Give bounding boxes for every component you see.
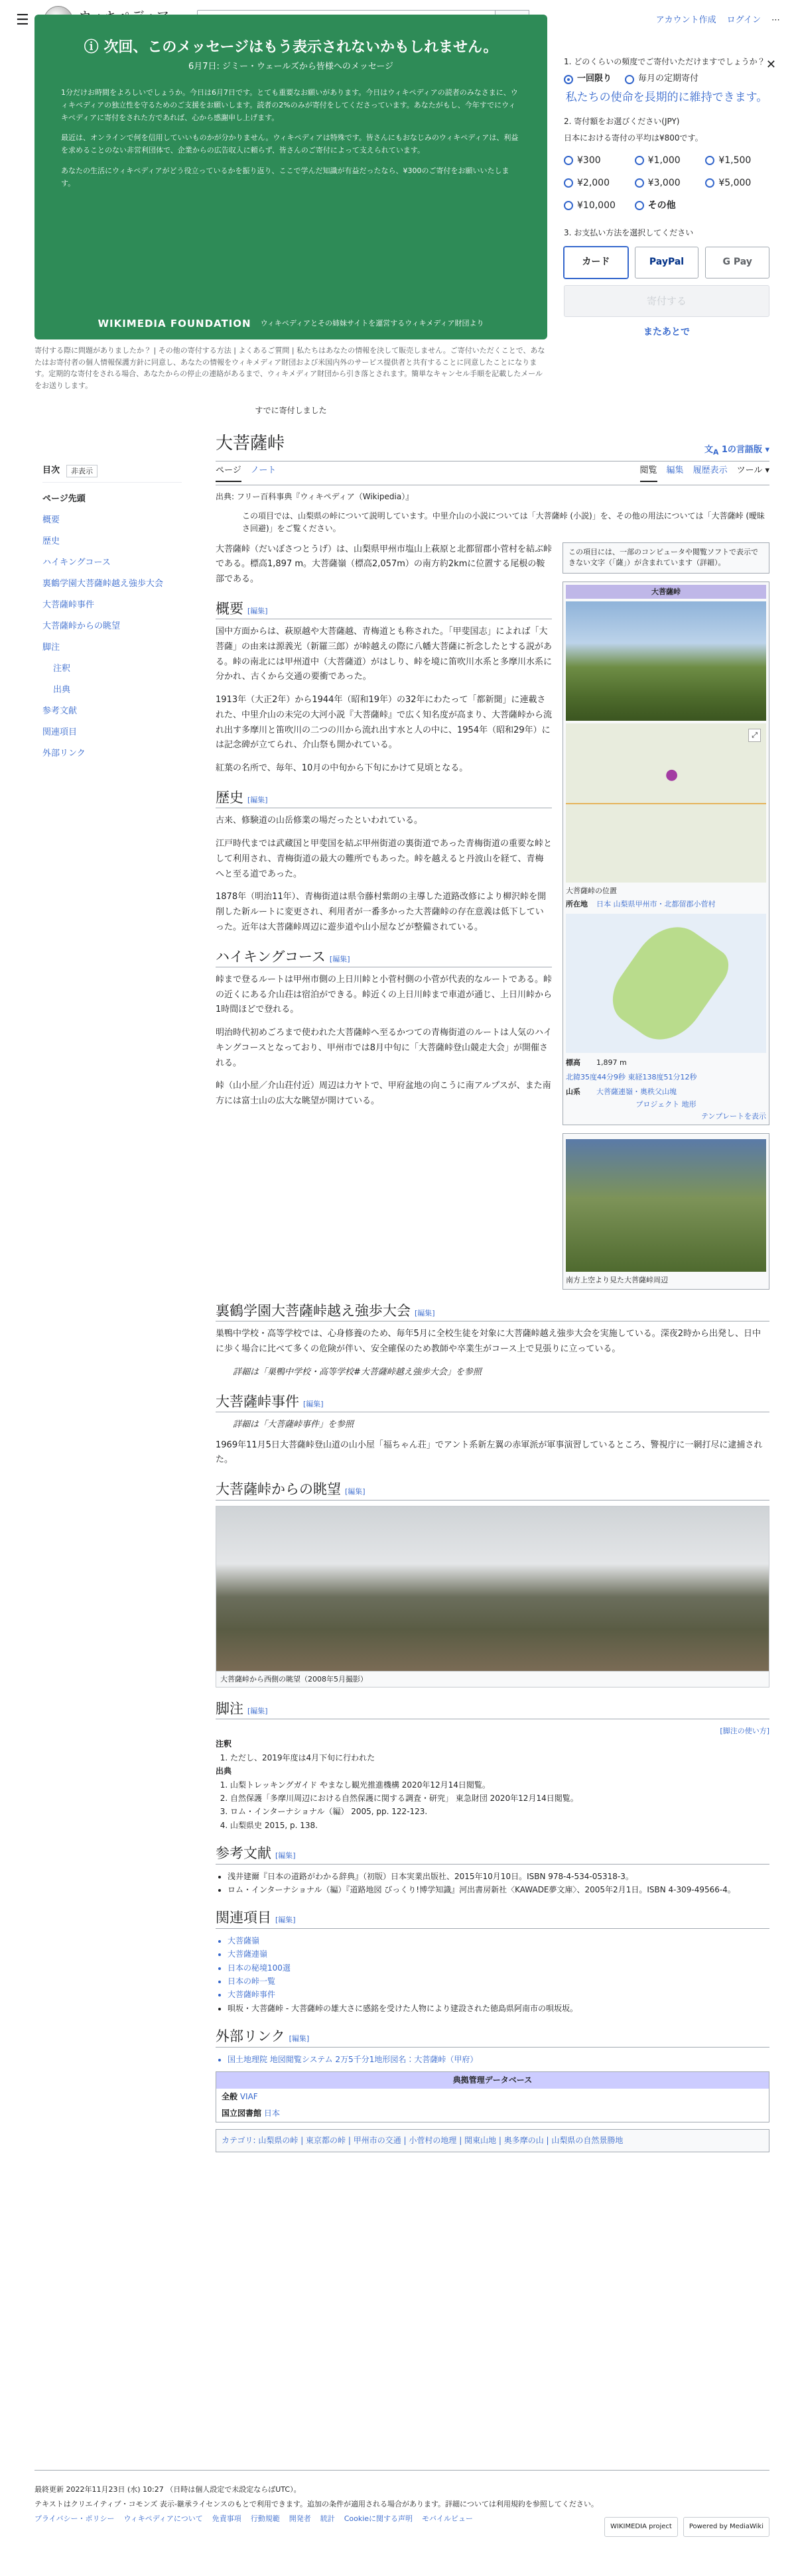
range-label: 山系 [566,1087,580,1096]
footnote-item: 1. ただし、2019年度は4月下旬に行われた [230,1751,769,1764]
paragraph: 紅葉の名所で、毎年、10月の中旬から下旬にかけて見頃となる。 [216,763,468,774]
related-link[interactable]: • 唄坂・大菩薩峠 - 大菩薩峠の雄大さに感銘を受けた人物により建設された徳島県阿南市の唄坂坂。 [228,2002,769,2015]
authority-control [216,2071,769,2122]
footer-link[interactable]: 免責事項 [212,2514,241,2523]
paragraph: 1913年（大正2年）から1944年（昭和19年）の32年にわたって「都新聞」に連載された、中里介山の未完の大河小説『大菩薩峠』で広く知名度が高まり、大菩薩峠から流れ出す多摩川と笛吹川の二つの川から流れ出す水と人の中に、1954年（昭和29年）には記念碑が立てられ、介山祭も開かれている。 [216,695,553,751]
toc-item[interactable]: 出典 [53,685,71,696]
main-article-note: 詳細は「大菩薩峠事件」を参照 [233,1419,354,1430]
external-link[interactable]: • 国土地理院 地図閲覧システム 2万5千分1地形図名：大菩薩峠（甲府） [228,2053,769,2066]
page-title [216,435,769,461]
tab-history[interactable]: 履歴表示 [693,465,728,476]
toc-title: 目次 [42,465,60,475]
gpay-payment-button[interactable]: G Pay [705,247,769,278]
related-link[interactable]: • 大菩薩嶺 [228,1934,769,1947]
banner-paragraph-1: 1分だけお時間をよろしいでしょうか。今日は6月7日です。とても重要なお願いがあります。今日はウィキペディアの読者のみなさまに、ウィキペディアの独立性を守るためのご支援をお願いします。読者の2%のみが寄付をしてくださっています。あなたがもし、今年すでにウィキペディアに寄付をされた方であれば、心から感謝申し上げます。 [61,88,518,122]
amount-option[interactable]: ¥1,000 [635,151,699,170]
page-footer [34,2470,769,2530]
panorama-caption: 大菩薩峠から西側の眺望（2008年5月撮影） [216,1672,769,1687]
edit-section-link[interactable]: [編集] [247,606,268,615]
paragraph: 江戸時代までは武蔵国と甲斐国を結ぶ甲州街道の裏街道であった青梅街道の重要な峠として利用され、青梅街道の最大の難所でもあった。峠を越えると丹波山を経て、青梅へと至る道であった。 [216,839,553,879]
template-link[interactable]: テンプレートを表示 [700,1111,766,1121]
paragraph: 1969年11月5日大菩薩峠登山道の山小屋「福ちゃん荘」でアント系新左翼の赤軍派が軍事演習しているところ、警視庁に一網打尽に逮捕された。 [216,1440,763,1465]
banner-headline-text: 次回、このメッセージはもう表示されないかもしれません。 [103,39,498,56]
fundraising-banner [34,15,547,339]
amount-option[interactable]: ¥5,000 [705,174,769,192]
amount-options [564,151,769,215]
mediawiki-badge[interactable]: Powered by MediaWiki [683,2517,769,2537]
notes-subheading: 注釈 [216,1739,232,1749]
section-heading: 大菩薩峠からの眺望 [編集] [216,1480,769,1500]
footer-link[interactable]: モバイルビュー [422,2514,474,2523]
payment-question: 3. お支払い方法を選択してください [564,228,694,238]
hatnote: この項目では、山梨県の峠について説明しています。中里介山の小説については「大菩薩峠 (小説)」を、その他の用法については「大菩薩峠 (曖昧さ回避)」をご覧ください。 [242,511,765,534]
monthly-radio[interactable] [625,72,698,86]
card-payment-button[interactable]: カード [564,247,628,278]
article-content [216,435,769,2152]
toc-item[interactable]: 外部リンク [42,749,86,759]
toc-item[interactable]: 大菩薩峠事件 [42,600,95,611]
footer-link[interactable]: Cookieに関する声明 [344,2514,413,2523]
sidebar-panel [563,542,769,1290]
section-heading: 歴史 [編集] [216,788,552,808]
article-body [216,542,552,1290]
toc-item[interactable]: 裏鶴学園大菩薩峠越え強歩大会 [42,579,164,589]
info-icon: ⓘ [84,39,104,56]
section-heading: 関連項目 [編集] [216,1908,769,1928]
page-tabs [216,461,769,485]
maybe-later-link[interactable]: またあとで [643,326,690,337]
once-radio[interactable] [564,72,612,86]
toc-item[interactable]: 脚注 [42,643,60,653]
infobox-title: 大菩薩峠 [566,585,766,599]
toc-item[interactable]: ページ先頭 [42,494,86,505]
donate-tagline: 私たちの使命を長期的に維持できます。 [565,90,768,104]
banner-headline [61,38,521,58]
authority-link[interactable]: 日本 [263,2108,280,2118]
section-heading: 大菩薩峠事件 [編集] [216,1392,769,1412]
japan-map[interactable] [566,914,766,1053]
notes-help-link[interactable]: [脚注の使い方] [720,1727,769,1736]
banner-paragraph-2: 最近は、オンラインで何を信用していいものかが分かりません。ウィキペディアは特殊です。皆さんにもおなじみのウィキペディアは、利益を求めることのない非営利団体で、企業からの広告収入に頼らず、皆さんのご寄付によって支えられています。 [61,133,519,155]
edit-section-link[interactable]: [編集] [289,2034,310,2044]
tab-page[interactable]: ページ [216,464,241,482]
paragraph: 峠（山小屋／介山荘付近）周辺は力ヤトで、甲府盆地の向こうに南アルプスが、また南方には富士山の広大な眺望が開けている。 [216,1081,551,1107]
amount-option[interactable]: ¥1,500 [705,151,769,170]
map-marker-icon: ● [665,767,679,784]
toc-item[interactable]: 関連項目 [42,727,78,738]
paragraph: 明治時代初めごろまで使われた大菩薩峠へ至るかつての青梅街道のルートは人気のハイキングコースとなっており、甲州市では8月中旬に「大菩薩峠登山競走大会」が開催される。 [216,1028,553,1068]
related-link[interactable]: • 大菩薩連嶺 [228,1947,769,1961]
edit-section-link[interactable]: [編集] [345,1487,365,1497]
toc-item[interactable]: 参考文献 [42,706,78,717]
reference-item: 4. 山梨県史 2015, p. 138. [230,1819,769,1832]
edit-section-link[interactable]: [編集] [275,1916,296,1925]
footer-link[interactable]: 統計 [320,2514,335,2523]
radio-selected-icon [564,75,573,84]
range-value[interactable]: 大菩薩連嶺・奥秩父山塊 [596,1087,677,1096]
lead-paragraph: 大菩薩峠（だいぼさつとうげ）は、山梨県甲州市塩山上萩原と北都留郡小菅村を結ぶ峠である。標高1,897 m。大菩薩嶺（標高2,057m）の南方約2kmに位置する尾根の鞍部である。 [216,544,553,585]
sources-subheading: 出典 [216,1766,232,1776]
elevation-label: 標高 [566,1058,580,1068]
table-of-contents [42,464,182,765]
map-caption: 大菩薩峠の位置 [566,887,617,896]
section-heading: ハイキングコース [編集] [216,948,552,967]
license-text: テキストはクリエイティブ・コモンズ 表示-継承ライセンスのもとで利用できます。追加の条件が適用される場合があります。詳細については利用規約を参照してください。 [34,2500,598,2508]
donation-form [564,56,776,339]
menu-icon[interactable]: ☰ [16,12,29,29]
wikimedia-badge[interactable]: WIKIMEDIA project [604,2517,678,2537]
article-body-lower [216,1302,769,2152]
footer-link[interactable]: ウィキペディアについて [123,2514,203,2523]
frequency-question: 1. どのくらいの頻度でご寄付いただけますでしょうか？ [564,57,765,66]
banner-footer [34,308,547,339]
paragraph: 古来、修験道の山岳修業の場だったといわれている。 [216,816,423,826]
authority-key: 全般 [222,2091,238,2101]
section-heading: 裏鶴学園大菩薩峠越え強歩大会 [編集] [216,1302,769,1321]
section-heading: 外部リンク [編集] [216,2027,769,2047]
tab-talk[interactable]: ノート [250,465,277,476]
section-heading: 概要 [編集] [216,599,552,619]
article-source: 出典: フリー百科事典『ウィキペディア（Wikipedia）』 [216,492,414,501]
paragraph: 1878年（明治11年）、青梅街道は県令藤村紫朗の主導した道路改修により柳沢峠を開削した新ルートに変更され、利用者が一番多かった大菩薩峠の存在意義は低下していった。近年は大菩薩峠周辺に遊歩道や山小屋などが整備されている。 [216,892,547,932]
reference-item: 2. 自然保護「多摩川周辺における自然保護に関する調査・研究」 東急財団 2020年12月14日閲覧。 [230,1792,769,1805]
toc-item[interactable]: 歴史 [42,536,60,547]
toc-item[interactable]: 概要 [42,515,60,526]
amount-option[interactable]: ¥10,000 [564,196,628,215]
thumb-figure [563,1133,769,1290]
edit-section-link[interactable]: [編集] [415,1308,435,1318]
edit-section-link[interactable]: [編集] [303,1399,324,1408]
edit-section-link[interactable]: [編集] [275,1851,296,1861]
wmf-logo: WIKIMEDIA FOUNDATION [98,317,251,330]
toc-hide-button[interactable]: 非表示 [66,465,98,478]
banner-paragraph-3: あなたの生活にウィキペディアがどう役立っているかを振り返り、ここで学んだ知識が有益だったなら、¥300のご寄付をお願いいたします。 [61,166,509,188]
edit-section-link[interactable]: [編集] [247,795,268,804]
create-account-link[interactable]: アカウント作成 [655,15,716,25]
project-link[interactable]: プロジェクト 地形 [635,1100,696,1109]
authority-title: 典拠管理データベース [216,2072,769,2089]
category-links[interactable]: カテゴリ: 山梨県の峠 | 東京都の峠 | 甲州市の交通 | 小菅村の地理 | 関東山地 | 奥多摩の山 | 山梨県の自然景勝地 [216,2129,769,2152]
edit-section-link[interactable]: [編集] [329,954,350,963]
amount-option[interactable]: ¥3,000 [635,174,699,192]
location-label: 所在地 [566,899,588,908]
paypal-payment-button[interactable]: PayPal [635,247,699,278]
related-link[interactable]: • 日本の峠一覧 [228,1975,769,1988]
monthly-label: 毎月の定期寄付 [638,74,699,84]
radio-icon [625,75,634,84]
main-article-note: 詳細は「巣鴨中学校・高等学校#大菩薩峠越え強歩大会」を参照 [233,1367,482,1377]
footer-link[interactable]: プライバシー・ポリシー [34,2514,115,2523]
language-button[interactable]: 文$_A$ 1の言語版 ▾ [704,445,769,457]
location-value[interactable]: 日本 山梨県甲州市・北都留郡小菅村 [596,899,716,908]
infobox [563,582,769,1126]
paragraph: 巣鴨中学校・高等学校では、心身修養のため、毎年5月に全校生徒を対象に大菩薩峠越え強歩大会を実施している。深夜2時から出発し、日中に歩く場合に比べて多くの危険が伴い、安全確保のため教師や卒業生がコース上で見張りに立っている。 [216,1329,762,1355]
related-link[interactable]: • 日本の秘境100選 [228,1961,769,1975]
thumb-caption: 南方上空より見た大菩薩峠周辺 [566,1276,668,1285]
tab-edit[interactable]: 編集 [666,465,684,476]
font-notice: この項目には、一部のコンピュータや閲覧ソフトで表示できない文字（「薩」）が含まれています（詳細）。 [563,542,769,574]
reference-item: 1. 山梨トレッキングガイド やまなし観光推進機構 2020年12月14日閲覧。 [230,1778,769,1792]
authority-link[interactable]: VIAF [239,2091,258,2101]
amount-option[interactable]: ¥2,000 [564,174,628,192]
wmf-caption: ウィキペディアとその姉妹サイトを運営するウィキメディア財団より [260,319,484,328]
aerial-photo[interactable] [566,1139,766,1272]
tab-tools[interactable]: ツール ▾ [736,465,769,476]
already-donated-link[interactable]: すでに寄付しました [255,406,327,415]
infobox-photo[interactable] [566,601,766,721]
related-link[interactable]: • 大菩薩峠事件 [228,1988,769,2001]
amount-note: 日本における寄付の平均は¥800です。 [564,133,703,143]
footer-link[interactable]: 開発者 [289,2514,311,2523]
amount-option[interactable]: ¥300 [564,151,628,170]
section-heading: 参考文献 [編集] [216,1844,769,1864]
coordinates-link[interactable]: 北緯35度44分9秒 東経138度51分12秒 [566,1072,697,1081]
close-icon[interactable]: ✕ [765,58,776,72]
banner-fine-print: 寄付する際に問題がありましたか？ | その他の寄付する方法 | よくあるご質問 | 私たちはあなたの情報を決して販売しません。ご寄付いただくことで、あなたはお寄付者の個人情報保護方針に同意し、あなたの情報をウィキメディア財団および米国内外のサービス提供者と共有することに同意したことになります。定期的な寄付をされる場合、あなたからの停止の連絡があるまで、ウィキメディア財団から引き落とされます。簡単なキャンセル手順を記載したメールをお送りします。 [34,346,545,390]
section-heading: 脚注 [編集] [216,1699,769,1719]
tab-read[interactable]: 閲覧 [640,464,657,482]
bibliography-item: • ロム・インターナショナル（編）『道路地図 びっくり!博学知識』河出書房新社〈KAWADE夢文庫〉、2005年2月1日。ISBN 4-309-49566-4。 [228,1883,769,1896]
page-title-text: 大菩薩峠 [216,434,285,454]
authority-key: 国立図書館 [222,2108,262,2118]
last-updated: 最終更新 2022年11月23日 (水) 10:27 （日時は個人設定で未設定ならばUTC）。 [34,2485,301,2494]
banner-subline: 6月7日: ジミー・ウェールズから皆様へのメッセージ [188,61,394,72]
once-label: 一回限り [577,74,612,84]
toc-item[interactable]: ハイキングコース [42,558,111,568]
donate-button[interactable]: 寄付する [564,285,769,317]
toc-item[interactable]: 注釈 [53,664,71,674]
bibliography-item: • 浅井建爾『日本の道路がわかる辞典』（初版）日本実業出版社、2015年10月10日。ISBN 978-4-534-05318-3。 [228,1870,769,1883]
login-link[interactable]: ログイン [726,15,761,25]
more-options-icon[interactable]: ⋯ [771,15,780,25]
toc-item[interactable]: 大菩薩峠からの眺望 [42,621,121,632]
amount-question: 2. 寄付額をお選びください(JPY) [564,117,680,127]
amount-option-other[interactable]: その他 [635,196,699,215]
expand-map-icon[interactable]: ⤢ [748,729,761,742]
elevation-value: 1,897 m [596,1058,627,1068]
panorama-photo[interactable] [216,1506,769,1672]
paragraph: 国中方面からは、萩原越や大菩薩越、青梅道とも称された。「甲斐国志」によれば「大菩薩」の由来は源義光（新羅三郎）が峠越えの際に八幡大菩薩に祈念したとする説がある。峠の南北には甲州道中（大菩薩道）がはしり、峠を境に笛吹川水系と多摩川水系に分かれ、古くから交通の要衝であった。 [216,627,553,682]
paragraph: 峠まで登るルートは甲州市側の上日川峠と小菅村側の小菅が代表的なルートである。峠の近くにある介山荘は宿泊ができる。峠近くの上日川峠まで車道が通じ、上日川峠から1時間ほどで登れる。 [216,974,553,1015]
reference-item: 3. ロム・インターナショナル（編） 2005, pp. 122-123. [230,1805,769,1818]
edit-section-link[interactable]: [編集] [247,1706,268,1715]
footer-link[interactable]: 行動規範 [250,2514,280,2523]
location-map[interactable] [566,723,766,883]
